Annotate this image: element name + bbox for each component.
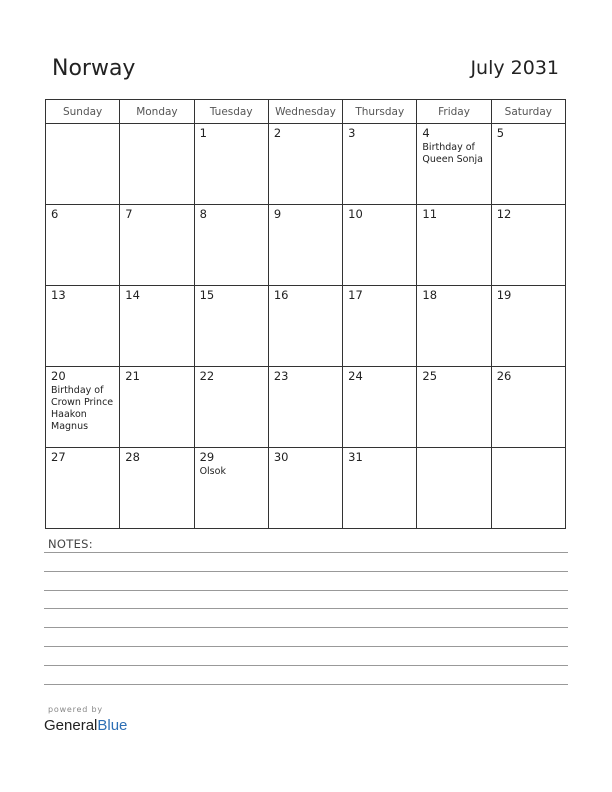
weekday-friday: Friday — [417, 100, 491, 124]
note-line — [44, 665, 568, 666]
day-number: 10 — [348, 207, 363, 221]
day-number: 29 — [199, 450, 215, 464]
day-number: 15 — [199, 288, 215, 302]
powered-by-text: powered by — [48, 705, 103, 714]
day-cell — [343, 124, 417, 205]
day-cell — [120, 367, 194, 448]
day-cell — [417, 367, 491, 448]
weekday-sunday: Sunday — [46, 100, 120, 124]
day-number: 8 — [199, 207, 207, 221]
note-line — [44, 627, 568, 628]
holiday-event: Birthday of Queen Sonja — [422, 142, 483, 165]
weekday-wednesday: Wednesday — [268, 100, 342, 124]
day-cell — [491, 205, 565, 286]
holiday-event: Birthday of Crown Prince Haakon Magnus — [51, 385, 114, 432]
day-number: 3 — [348, 126, 356, 140]
day-cell — [491, 448, 565, 529]
calendar-grid — [45, 99, 566, 529]
day-cell — [343, 448, 417, 529]
day-number: 13 — [51, 288, 66, 302]
day-cell — [343, 286, 417, 367]
note-line — [44, 646, 568, 647]
day-cell — [120, 124, 194, 205]
day-number: 14 — [125, 288, 140, 302]
day-cell — [417, 286, 491, 367]
day-cell — [417, 124, 491, 205]
day-cell — [46, 286, 120, 367]
day-number: 24 — [348, 369, 363, 383]
country-title: Norway — [52, 56, 136, 81]
day-number: 9 — [273, 207, 282, 221]
day-cell — [46, 124, 120, 205]
day-cell — [268, 367, 342, 448]
weekday-tuesday: Tuesday — [194, 100, 268, 124]
day-number: 1 — [199, 126, 207, 140]
day-number: 30 — [273, 450, 289, 464]
note-line — [44, 571, 568, 572]
day-number: 17 — [348, 288, 363, 302]
notes-label: NOTES: — [48, 537, 93, 551]
day-number: 26 — [496, 369, 512, 383]
day-cell — [268, 124, 342, 205]
day-cell — [268, 448, 342, 529]
day-cell — [194, 286, 268, 367]
day-cell — [120, 286, 194, 367]
day-cell — [417, 448, 491, 529]
week-row — [46, 448, 566, 529]
day-number: 11 — [422, 207, 438, 221]
day-cell — [343, 205, 417, 286]
brand-general: General — [44, 717, 98, 734]
week-row — [46, 205, 566, 286]
day-cell — [46, 448, 120, 529]
weekday-saturday: Saturday — [491, 100, 565, 124]
day-number: 16 — [273, 288, 289, 302]
note-line — [44, 590, 568, 591]
day-cell — [194, 124, 268, 205]
day-cell — [194, 367, 268, 448]
day-cell — [194, 448, 268, 529]
day-number: 2 — [273, 126, 282, 140]
note-line — [44, 684, 568, 685]
day-number: 19 — [496, 288, 512, 302]
day-number: 21 — [125, 369, 140, 383]
day-number: 18 — [422, 288, 438, 302]
day-number: 4 — [422, 126, 430, 140]
day-number: 5 — [496, 126, 505, 140]
day-number: 23 — [273, 369, 289, 383]
day-number: 20 — [51, 369, 66, 383]
note-line — [44, 552, 568, 553]
day-cell — [491, 286, 565, 367]
week-row — [46, 124, 566, 205]
day-cell — [417, 205, 491, 286]
day-cell — [120, 448, 194, 529]
note-line — [44, 608, 568, 609]
day-number: 12 — [496, 207, 512, 221]
day-number: 25 — [422, 369, 438, 383]
holiday-event: Olsok — [199, 466, 226, 477]
day-cell — [120, 205, 194, 286]
day-cell — [46, 205, 120, 286]
weekday-header-row — [46, 100, 566, 124]
day-number: 22 — [199, 369, 215, 383]
day-cell — [491, 124, 565, 205]
day-cell — [343, 367, 417, 448]
week-row — [46, 286, 566, 367]
weekday-thursday: Thursday — [343, 100, 417, 124]
day-cell — [46, 367, 120, 448]
week-row — [46, 367, 566, 448]
day-cell — [491, 367, 565, 448]
brand-logo — [44, 717, 127, 734]
day-number: 31 — [348, 450, 363, 464]
day-number: 28 — [125, 450, 140, 464]
day-number: 6 — [51, 207, 59, 221]
day-cell — [268, 205, 342, 286]
brand-blue: Blue — [97, 717, 128, 734]
month-title: July 2031 — [470, 57, 559, 79]
day-cell — [194, 205, 268, 286]
day-number: 27 — [51, 450, 66, 464]
day-cell — [268, 286, 342, 367]
day-number: 7 — [125, 207, 133, 221]
weekday-monday: Monday — [120, 100, 194, 124]
